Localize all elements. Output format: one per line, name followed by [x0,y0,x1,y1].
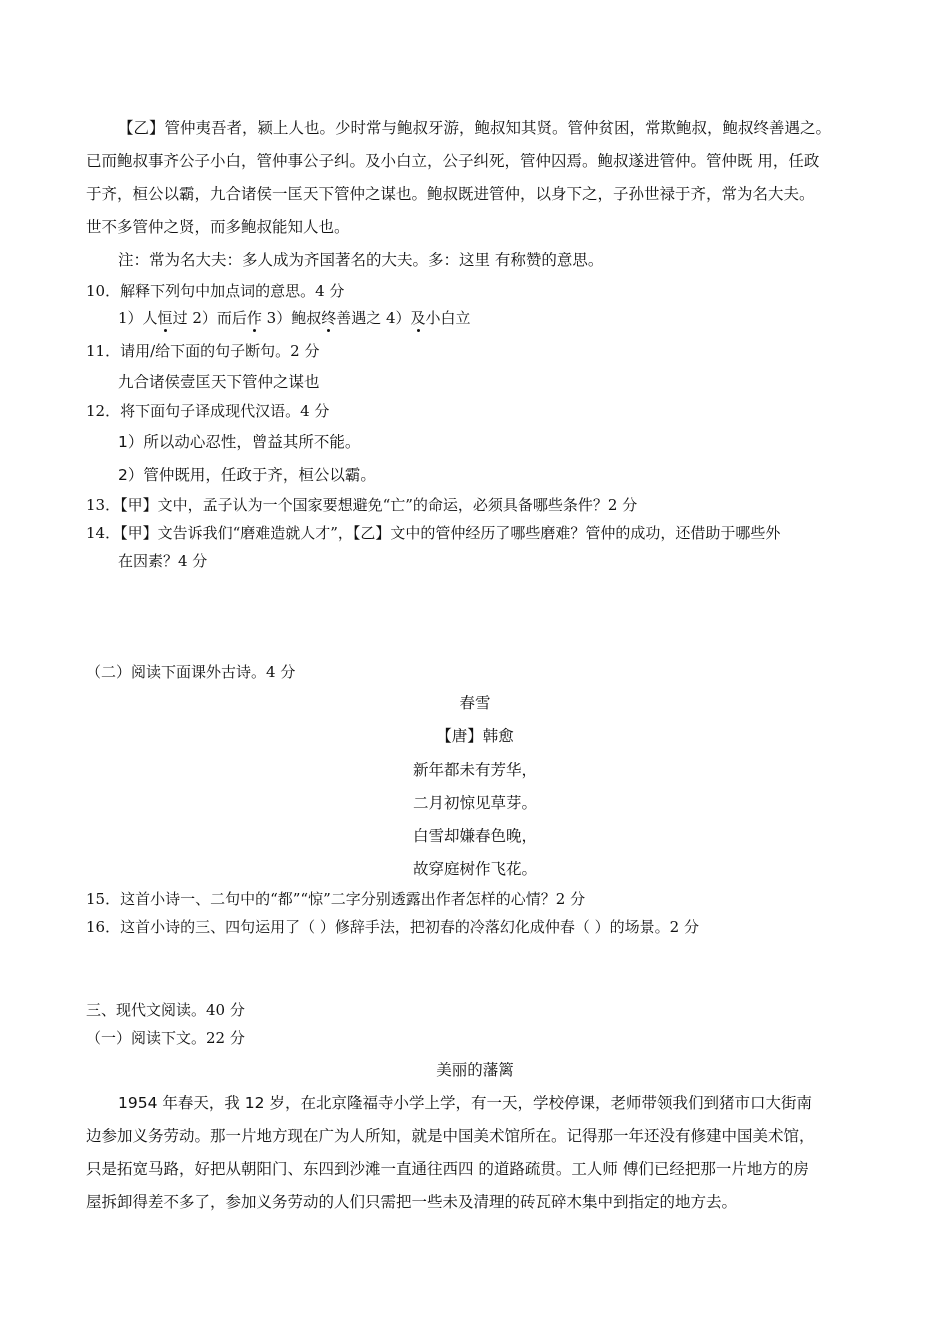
passage-yi-note: 注：常为名大夫：多人成为齐国著名的大夫。多：这里 有称赞的意思。 [118,251,604,269]
modern-reading-subheading: （一）阅读下文。22 分 [86,1029,245,1047]
question-13: 13．【甲】文中，孟子认为一个国家要想避免“亡”的命运，必须具备哪些条件？2 分 [86,496,638,514]
modern-reading-heading: 三、现代文阅读。40 分 [86,1001,245,1019]
q10-item-text: 1）人 [118,309,158,327]
question-10-items [118,307,471,328]
passage-yi-line-4: 世不多管仲之贤，而多鲍叔能知人也。 [86,218,350,236]
question-11: 11．请用/给下面的句子断句。2 分 [86,342,320,360]
poem-line-2: 二月初惊见草芽。 [412,794,537,812]
question-12: 12．将下面句子译成现代汉语。4 分 [86,402,330,420]
article-line-1: 1954 年春天，我 12 岁，在北京隆福寺小学上学，有一天，学校停课，老师带领我们到猪市口大街南 [118,1094,812,1112]
q10-dotted-word: 及 [410,309,426,327]
article-line-3: 只是拓宽马路，好把从朝阳门、东四到沙滩一直通往西四 的道路疏贯。工人师 傅们已经把那一片地方的房 [86,1160,809,1178]
article-title: 美丽的藩篱 [436,1061,514,1079]
q10-item-text: 3）鲍叔 [261,309,322,327]
question-15: 15．这首小诗一、二句中的“都”“惊”二字分别透露出作者怎样的心情？2 分 [86,890,586,908]
poem-line-1: 新年都未有芳华， [412,761,537,779]
question-11-text: 九合诸侯壹匡天下管仲之谋也 [118,373,320,391]
question-14-line-1: 14．【甲】文告诉我们“磨难造就人才”，【乙】文中的管仲经历了哪些磨难？管仲的成功，还借助于哪些外 [86,524,781,542]
q10-dotted-word: 作 [246,309,262,327]
poem-title: 春雪 [459,694,491,712]
poem-line-4: 故穿庭树作飞花。 [412,860,537,878]
q10-item-text: 小白立 [425,309,471,327]
poem-line-3: 白雪却嫌春色晚， [412,827,537,845]
q10-dotted-word: 恒 [157,309,173,327]
poem-author: 【唐】韩愈 [436,727,514,745]
passage-yi-line-2: 已而鲍叔事齐公子小白，管仲事公子纠。及小白立，公子纠死，管仲囚焉。鲍叔遂进管仲。管仲既 用，任政 [86,152,820,170]
passage-yi-line-3: 于齐，桓公以霸，九合诸侯一匡天下管仲之谋也。鲍叔既进管仲，以身下之，子孙世禄于齐，常为名大夫。 [86,185,815,203]
q10-item-text: 善遇之 4） [336,309,411,327]
q10-dotted-word: 终 [321,309,337,327]
question-10: 10．解释下列句中加点词的意思。4 分 [86,282,345,300]
question-12-item-1: 1）所以动心忍性，曾益其所不能。 [118,433,361,451]
question-14-line-2: 在因素？4 分 [118,552,208,570]
poem-section-heading: （二）阅读下面课外古诗。4 分 [86,663,296,681]
article-line-4: 屋拆卸得差不多了，参加义务劳动的人们只需把一些未及清理的砖瓦碎木集中到指定的地方去。 [86,1193,738,1211]
passage-yi-line-1: 【乙】管仲夷吾者，颍上人也。少时常与鲍叔牙游，鲍叔知其贤。管仲贫困，常欺鲍叔，鲍叔终善遇之。 [118,119,832,137]
question-16: 16．这首小诗的三、四句运用了（ ）修辞手法，把初春的冷落幻化成仲春（ ）的场景。2 分 [86,918,699,936]
question-12-item-2: 2）管仲既用，任政于齐，桓公以霸。 [118,466,376,484]
q10-item-text: 过 2）而后 [172,309,247,327]
article-line-2: 边参加义务劳动。那一片地方现在广为人所知，就是中国美术馆所在。记得那一年还没有修建中国美术馆， [86,1127,815,1145]
